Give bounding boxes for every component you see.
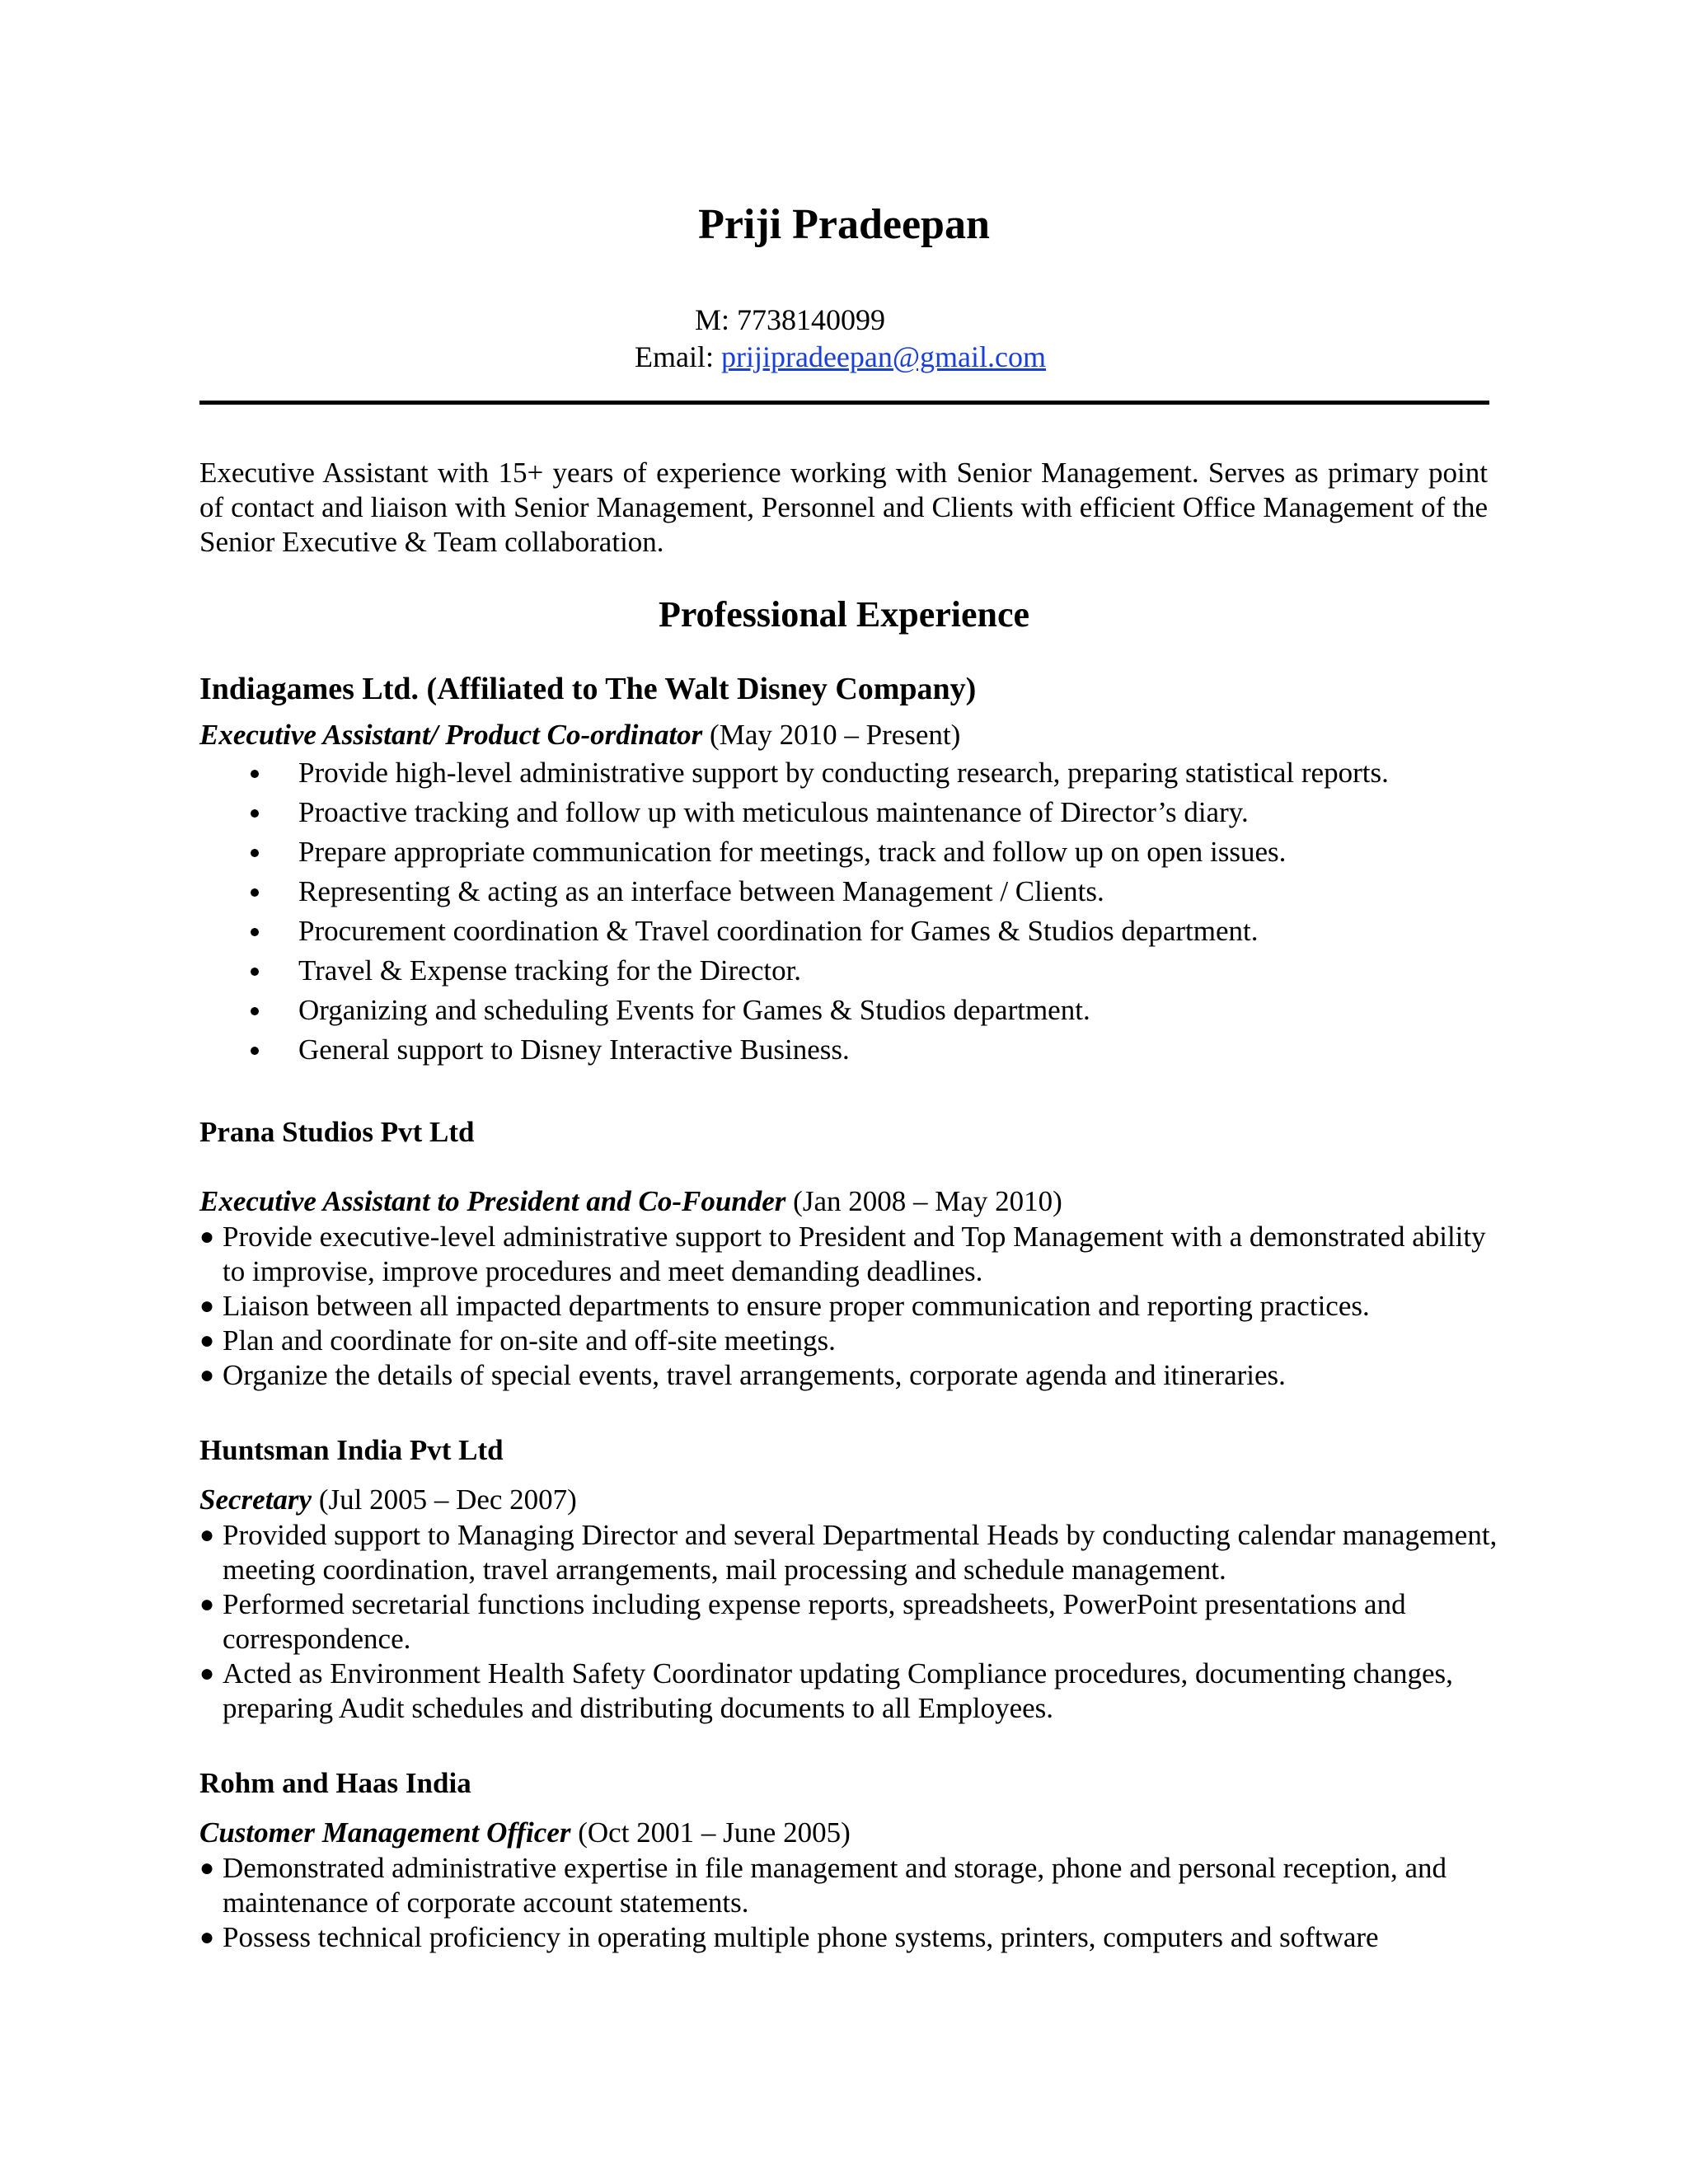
job-role [199,1482,1502,1518]
job-period: (Oct 2001 – June 2005) [570,1816,851,1849]
summary-paragraph: Executive Assistant with 15+ years of experience working with Senior Management. Serves as primary point of contact and liaison with Senior Management, Personnel and Clients with efficient Office Management of the Senior Executive & Team collaboration. [199,457,1488,558]
company-name: Indiagames Ltd. (Affiliated to The Walt Disney Company) [199,672,977,706]
job-title: Executive Assistant/ Product Co-ordinator [199,719,703,751]
job-title: Customer Management Officer [199,1816,571,1849]
list-item: ● Acted as Environment Health Safety Coordinator updating Compliance procedures, documenting changes, preparing Audit schedules and distributing documents to all Employees. [199,1657,1502,1726]
job-bullets [199,1220,1502,1393]
job-title: Secretary [199,1483,312,1516]
list-item: ● Organize the details of special events, travel arrangements, corporate agenda and itineraries. [199,1358,1502,1393]
email-label: Email: [635,340,721,373]
phone-number: M: 7738140099 [695,303,886,336]
list-item: Organizing and scheduling Events for Games & Studios department. [199,991,1518,1030]
job-prana [199,1114,1502,1393]
list-item: Provide high-level administrative support by conducting research, preparing statistical reports. [199,753,1518,793]
list-item: ● Plan and coordinate for on-site and off-site meetings. [199,1324,1502,1358]
list-item: Proactive tracking and follow up with meticulous maintenance of Director’s diary. [199,793,1518,832]
company-name: Rohm and Haas India [199,1767,471,1799]
list-item: Prepare appropriate communication for meetings, track and follow up on open issues. [199,832,1518,872]
list-item: ● Demonstrated administrative expertise in file management and storage, phone and personal reception, and maintenance of corporate account statements. [199,1851,1502,1920]
list-item: ● Provide executive-level administrative support to President and Top Management with a demonstrated ability to improvise, improve procedures and meet demanding deadlines. [199,1220,1502,1289]
list-item: ● Provided support to Managing Director and several Departmental Heads by conducting calendar management, meeting coordination, travel arrangements, mail processing and schedule management. [199,1518,1502,1587]
email-link[interactable]: prijipradeepan@gmail.com [720,340,1046,373]
list-item: General support to Disney Interactive Business. [199,1030,1518,1070]
job-bullets [199,1518,1502,1726]
list-item: Procurement coordination & Travel coordination for Games & Studios department. [199,912,1518,951]
job-period: (Jul 2005 – Dec 2007) [312,1483,577,1516]
list-item: ● Possess technical proficiency in operating multiple phone systems, printers, computers and software [199,1920,1502,1955]
job-role [199,1183,1502,1220]
list-item: ● Liaison between all impacted departments to ensure proper communication and reporting practices. [199,1289,1502,1324]
candidate-name: Priji Pradeepan [698,201,990,248]
company-name: Prana Studios Pvt Ltd [199,1116,475,1148]
list-item: ● Performed secretarial functions including expense reports, spreadsheets, PowerPoint presentations and correspondence. [199,1587,1502,1657]
job-role [199,717,1518,753]
job-period: (May 2010 – Present) [702,719,961,751]
job-period: (Jan 2008 – May 2010) [785,1185,1062,1217]
list-item: Travel & Expense tracking for the Director. [199,951,1518,991]
job-bullets [199,753,1518,1070]
job-bullets [199,1851,1502,1955]
job-rohm-haas [199,1765,1502,1955]
section-title: Professional Experience [658,594,1030,635]
job-title: Executive Assistant to President and Co-Founder [199,1185,786,1217]
job-huntsman [199,1432,1502,1726]
job-role [199,1815,1502,1851]
header-divider [199,401,1489,405]
email-line [635,338,1046,376]
list-item: Representing & acting as an interface between Management / Clients. [199,872,1518,912]
job-indiagames [199,671,1518,1070]
company-name: Huntsman India Pvt Ltd [199,1434,504,1466]
